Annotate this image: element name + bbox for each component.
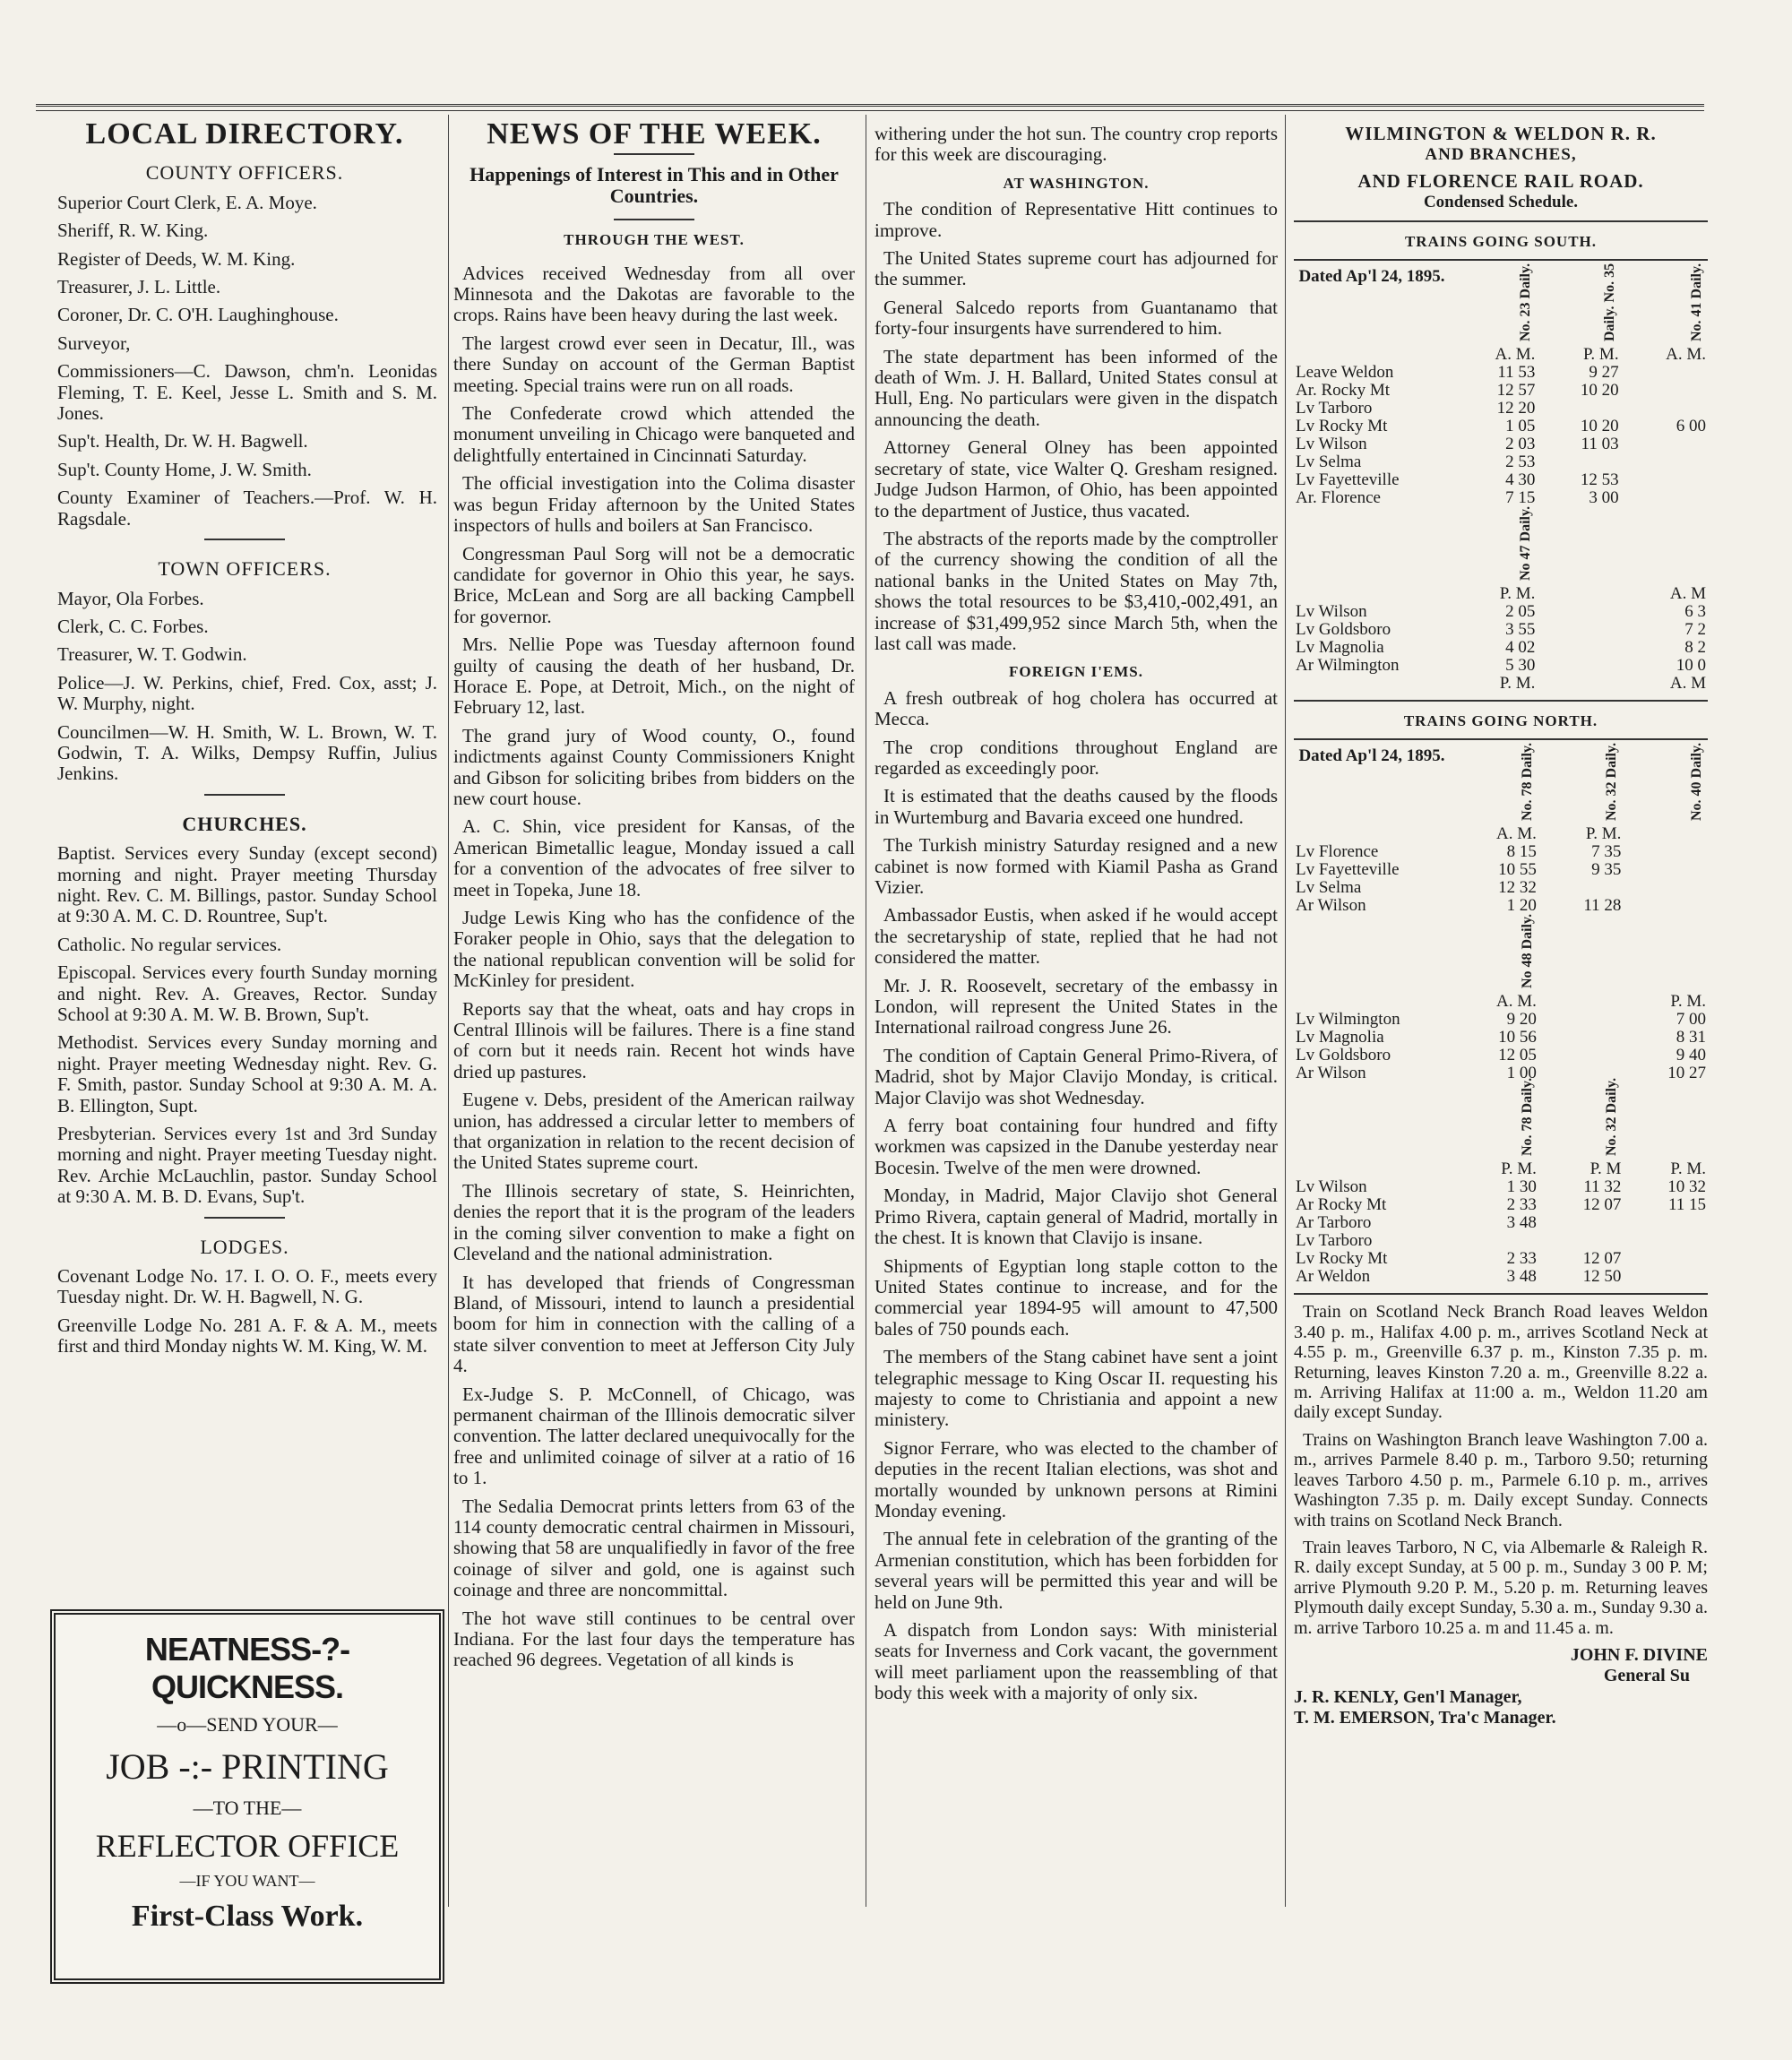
station-cell: Lv Rocky Mt	[1296, 1249, 1388, 1269]
time-cell: P. M.	[1499, 674, 1536, 694]
time-cell: 4 02	[1505, 638, 1536, 658]
news-paragraphs	[453, 263, 855, 1671]
news-paragraph: The annual fete in celebration of the granting of the Armenian constitution, which has been forbidden for several years will be permitted this year and will be held on June 9th.	[874, 1528, 1278, 1613]
news-of-the-week-column	[453, 117, 855, 1678]
time-cell: 11 32	[1583, 1177, 1622, 1197]
timetable-row	[1294, 435, 1708, 453]
news-paragraph: Ex-Judge S. P. McConnell, of Chicago, was permanent chairman of the Illinois democratic silver convention. The latter declared unequivocally for the free and unlimited coinage of silver at a ratio of 16 to 1.	[453, 1383, 855, 1489]
time-cell: A. M.	[1495, 992, 1537, 1012]
station-cell: Lv Wilson	[1296, 435, 1367, 454]
news-paragraph: Monday, in Madrid, Major Clavijo shot General Primo Rivera, captain general of Madrid, mortally in the chest. It is known that Clavijo is insane.	[874, 1185, 1278, 1249]
news-paragraph: The Illinois secretary of state, S. Heinrichten, denies the report that it is the program of the leaders in the coming silver convention to make a fight on Cleveland and the national administration.	[453, 1179, 855, 1265]
divider	[614, 219, 694, 220]
news-paragraph: The condition of Captain General Primo-Rivera, of Madrid, shot by Major Clavijo Monday, is critical. Major Clavijo was shot Wednesday.	[874, 1044, 1278, 1108]
time-cell	[1623, 825, 1708, 843]
divider	[204, 539, 285, 540]
dated-label: Dated Ap'l 24, 1895.	[1298, 267, 1445, 287]
time-cell	[1623, 897, 1708, 915]
news-paragraph: It is estimated that the deaths caused by the floods in Wurtemburg and Bavaria exceed one hundred.	[874, 785, 1278, 828]
time-cell	[1621, 435, 1708, 453]
time-cell: 10 20	[1580, 381, 1619, 401]
station-cell	[1294, 1160, 1450, 1178]
timetable-row	[1294, 1064, 1708, 1082]
signature: J. R. KENLY, Gen'l Manager,	[1294, 1686, 1522, 1707]
station-cell	[1294, 346, 1450, 364]
time-cell	[1538, 1011, 1624, 1029]
train-notes	[1294, 1302, 1708, 1638]
timetable-row	[1294, 382, 1708, 400]
divider	[1294, 220, 1708, 222]
directory-entry: Councilmen—W. H. Smith, W. L. Brown, W. T. Godwin, T. A. Wilks, Dempsy Ruffin, Julius Jenkins.	[57, 720, 437, 785]
column-rule	[1285, 115, 1286, 1907]
time-cell: P. M.	[1501, 1159, 1537, 1179]
station-cell	[1294, 585, 1450, 603]
station-cell: Lv Selma	[1296, 878, 1362, 898]
time-cell	[1537, 453, 1620, 471]
timetable-row	[1294, 621, 1708, 639]
timetable-row	[1294, 993, 1708, 1011]
train-column-label: No. 41 Daily.	[1689, 263, 1704, 342]
ad-line: —IF YOU WANT—	[179, 1872, 315, 1890]
time-cell	[1537, 639, 1620, 657]
time-cell	[1623, 843, 1708, 861]
timetable-row	[1294, 1178, 1708, 1196]
church-entry: Presbyterian. Services every 1st and 3rd Sunday morning and night. Prayer meeting Tuesday night. Rev. Archie McLauchlin, pastor. Sunday School at 9:30 A. M. B. D. Evans, Sup't.	[57, 1123, 437, 1208]
time-cell: P. M.	[1499, 584, 1536, 604]
time-cell: 12 53	[1580, 470, 1619, 490]
railroad-schedule-column	[1294, 124, 1708, 1729]
local-directory-heading: LOCAL DIRECTORY.	[85, 117, 404, 151]
news-paragraph: General Salcedo reports from Guantanamo that forty-four insurgents have surrendered to him.	[874, 296, 1278, 340]
time-cell: 9 27	[1589, 363, 1619, 383]
time-cell	[1621, 489, 1708, 507]
directory-entry: Superior Court Clerk, E. A. Moye.	[57, 191, 317, 213]
time-cell: A. M.	[1495, 345, 1536, 365]
timetable-row	[1294, 364, 1708, 382]
time-cell: P. M.	[1585, 824, 1622, 844]
time-cell: 11 03	[1581, 435, 1619, 454]
time-cell: 7 35	[1591, 842, 1622, 862]
news-paragraph: It has developed that friends of Congressman Bland, of Missouri, intend to launch a presidential boom for him in connection with the calling of a state silver convention to meet at Jefferson City July 4.	[453, 1271, 855, 1377]
railroad-title: AND FLORENCE RAIL ROAD.	[1357, 169, 1644, 192]
train-column-label: No. 78 Daily.	[1519, 1078, 1535, 1157]
station-cell: Lv Goldsboro	[1296, 620, 1391, 640]
station-cell: Lv Wilmington	[1296, 1010, 1400, 1030]
schedule-subtitle: Condensed Schedule.	[1423, 193, 1579, 212]
news-paragraph: The Sedalia Democrat prints letters from 63 of the 114 county democratic central chairmen in Missouri, showing that 58 are unqualifiedly in favor of the free coinage of silver and gold, one is against such coinage and three are noncommittal.	[453, 1495, 855, 1601]
time-cell: 12 20	[1496, 399, 1536, 418]
divider	[1294, 259, 1708, 261]
news-subhead: Happenings of Interest in This and in Other Countries.	[470, 163, 839, 207]
time-cell: A. M	[1669, 584, 1706, 604]
time-cell	[1538, 1029, 1624, 1047]
station-cell: Ar Wilson	[1296, 1064, 1366, 1083]
station-cell: Ar Tarboro	[1296, 1213, 1372, 1233]
news-paragraph: Judge Lewis King who has the confidence of the Foraker people in Ohio, says that the delegation to the national republican convention will be solid for McKinley for president.	[453, 907, 855, 992]
station-cell	[1294, 675, 1450, 693]
section-heading: THROUGH THE WEST.	[564, 231, 745, 249]
time-cell	[1538, 879, 1624, 897]
north-timetable	[1294, 743, 1708, 1287]
county-officers-list	[52, 193, 437, 530]
station-cell: Ar Weldon	[1296, 1267, 1371, 1287]
time-cell: A. M.	[1495, 824, 1537, 844]
timetable-row	[1294, 1029, 1708, 1047]
station-cell: Lv Fayetteville	[1296, 860, 1400, 880]
news-paragraph: withering under the hot sun. The country crop reports for this week are discouraging.	[874, 123, 1278, 166]
directory-entry: Register of Deeds, W. M. King.	[57, 247, 296, 270]
divider	[204, 794, 285, 796]
divider	[1294, 1293, 1708, 1295]
lodge-entry: Covenant Lodge No. 17. I. O. O. F., meets every Tuesday night. Dr. W. H. Bagwell, N. G.	[57, 1265, 437, 1308]
timetable-row	[1294, 489, 1708, 507]
time-cell: 1 20	[1506, 896, 1537, 916]
time-cell: 9 20	[1506, 1010, 1537, 1030]
time-cell: 7 2	[1684, 620, 1706, 640]
time-cell	[1450, 1232, 1538, 1250]
time-cell	[1537, 621, 1620, 639]
time-cell: 8 2	[1684, 638, 1706, 658]
directory-entry: Sup't. County Home, J. W. Smith.	[57, 458, 312, 480]
time-cell	[1537, 657, 1620, 675]
news-paragraph: A. C. Shin, vice president for Kansas, of the American Bimetallic league, Monday issued a call for a convention of the advocates of free silver to meet in Topeka, June 18.	[453, 815, 855, 901]
church-entry: Baptist. Services every Sunday (except second) morning and night. Prayer meeting Thursday night. Rev. C. M. Billings, pastor. Sunday School at 9:30 A. M. C. D. Rountree, Sup't.	[57, 842, 437, 927]
time-cell	[1623, 1250, 1708, 1268]
directory-entry: Clerk, C. C. Forbes.	[57, 615, 209, 637]
timetable-row	[1294, 1232, 1708, 1250]
station-cell: Lv Fayetteville	[1296, 470, 1400, 490]
news-paragraph: The United States supreme court has adjourned for the summer.	[874, 247, 1278, 290]
time-cell	[1537, 675, 1620, 693]
signature: JOHN F. DIVINE	[1570, 1644, 1708, 1665]
lodges-heading: LODGES.	[200, 1235, 289, 1258]
time-cell: 12 50	[1582, 1267, 1622, 1287]
time-cell	[1537, 400, 1620, 418]
news-paragraph: Advices received Wednesday from all over Minnesota and the Dakotas are favorable to the crops. Rains have been heavy during the last week.	[453, 262, 855, 326]
news-heading: NEWS OF THE WEEK.	[487, 117, 822, 151]
station-cell: Ar. Florence	[1296, 488, 1381, 508]
timetable-row	[1294, 400, 1708, 418]
time-cell: 12 05	[1498, 1046, 1537, 1065]
train-note: Trains on Washington Branch leave Washington 7.00 a. m., arrives Parmele 8.40 p. m., Tarboro 9.50; returning leaves Tarboro 4.50 p. m., Parmele 6.10 p. m., arrives Washington 7.35 p. m. Daily except Sunday. Connects with trains on Scotland Neck Branch.	[1294, 1429, 1708, 1530]
directory-entry: County Examiner of Teachers.—Prof. W. H. Ragsdale.	[57, 487, 437, 530]
news-paragraph: Shipments of Egyptian long staple cotton to the United States continue to increase, and for the commercial year 1894-95 will amount to 47,500 bales of 750 pounds each.	[874, 1254, 1278, 1340]
time-cell	[1623, 1232, 1708, 1250]
town-officers-list	[52, 589, 437, 785]
time-cell: 10 56	[1498, 1028, 1537, 1047]
timetable-row	[1294, 603, 1708, 621]
news-paragraph: The condition of Representative Hitt continues to improve.	[874, 198, 1278, 241]
time-cell: A. M.	[1666, 345, 1706, 365]
time-cell: 11 28	[1583, 896, 1622, 916]
south-timetable	[1294, 263, 1708, 694]
time-cell: 3 55	[1505, 620, 1536, 640]
train-column-label: No. 32 Daily.	[1604, 743, 1620, 822]
timetable-row	[1294, 346, 1708, 364]
lodges-list	[52, 1266, 437, 1358]
news-paragraph: The hot wave still continues to be central over Indiana. For the last four days the temperature has reached 96 degrees. Vegetation of all kinds is	[453, 1607, 855, 1671]
station-cell	[1294, 993, 1450, 1011]
time-cell: 10 32	[1667, 1177, 1706, 1197]
church-entry: Methodist. Services every Sunday morning and night. Prayer meeting Wednesday night. Rev. G. F. Smith, pastor. Sunday School at 9:30 A. M. A. B. Ellington, Supt.	[57, 1031, 437, 1116]
time-cell: 1 05	[1505, 417, 1536, 436]
directory-entry: Police—J. W. Perkins, chief, Fred. Cox, asst; J. W. Murphy, night.	[57, 671, 437, 715]
news-paragraph: The Turkish ministry Saturday resigned and a new cabinet is now formed with Kiamil Pasha as Grand Vizier.	[874, 834, 1278, 898]
timetable-row	[1294, 879, 1708, 897]
train-column-label: No 47 Daily.	[1518, 505, 1534, 582]
train-note: Train leaves Tarboro, N C, via Albemarle & Raleigh R. R. daily except Sunday, at 5 00 p. m., Sunday 3 00 P. M; arrive Plymouth 9.20 P. M., 5.20 p. m. Returning leaves Plymouth daily except Sunday, 5.30 a. m., Sunday 9.30 a. m. arrive Tarboro 10.25 a. m and 11.45 a. m.	[1294, 1537, 1708, 1638]
divider	[1294, 700, 1708, 702]
directory-entry: Commissioners—C. Dawson, chm'n. Leonidas Fleming, T. E. Keel, Jesse L. Smith and S. M. Jones.	[57, 360, 437, 425]
news-paragraph: Mr. J. R. Roosevelt, secretary of the embassy in London, will represent the United States in the International railroad congress June 26.	[874, 974, 1278, 1039]
directory-entry: Sheriff, R. W. King.	[57, 220, 209, 242]
time-cell: 10 27	[1667, 1064, 1706, 1083]
church-entry: Catholic. No regular services.	[57, 933, 282, 955]
time-cell: P. M.	[1670, 1159, 1706, 1179]
station-cell: Lv Magnolia	[1296, 638, 1384, 658]
time-cell: A. M	[1669, 674, 1706, 694]
news-paragraphs	[874, 688, 1278, 1704]
timetable-row	[1294, 1214, 1708, 1232]
time-cell: 2 33	[1506, 1195, 1537, 1215]
station-cell: Lv Wilson	[1296, 602, 1367, 622]
time-cell	[1623, 1214, 1708, 1232]
news-paragraph: The state department has been informed of the death of Wm. J. H. Ballard, United States consul at Hull, Eng. No particulars were given in the dispatch announcing the death.	[874, 345, 1278, 430]
station-cell: Lv Tarboro	[1296, 1231, 1373, 1251]
time-cell: 2 33	[1506, 1249, 1537, 1269]
station-cell: Ar Wilmington	[1296, 656, 1400, 676]
station-cell: Lv Rocky Mt	[1296, 417, 1388, 436]
timetable-row	[1294, 1250, 1708, 1268]
time-cell: 11 15	[1667, 1195, 1706, 1215]
timetable-row	[1294, 471, 1708, 489]
divider	[614, 153, 694, 155]
time-cell: 5 30	[1505, 656, 1536, 676]
local-directory-column	[52, 117, 437, 1365]
time-cell: 7 15	[1505, 488, 1536, 508]
time-cell: 10 20	[1580, 417, 1619, 436]
timetable-row	[1294, 1160, 1708, 1178]
news-paragraph: Reports say that the wheat, oats and hay crops in Central Illinois will be failures. There is a fine stand of corn but it needs rain. Recent hot winds have dried up pastures.	[453, 997, 855, 1082]
signature: T. M. EMERSON, Tra'c Manager.	[1294, 1708, 1556, 1728]
train-column-label: No. 23 Daily.	[1518, 263, 1534, 342]
news-paragraph: The largest crowd ever seen in Decatur, Ill., was there Sunday on account of the German Baptist meeting. Special trains were run on all roads.	[453, 332, 855, 396]
printing-advertisement	[50, 1609, 444, 1984]
station-cell: Lv Florence	[1296, 842, 1379, 862]
directory-entry: Sup't. Health, Dr. W. H. Bagwell.	[57, 430, 308, 453]
news-paragraph: Ambassador Eustis, when asked if he would accept the secretaryship of state, replied that he had not considered the matter.	[874, 904, 1278, 969]
news-paragraph: A fresh outbreak of hog cholera has occurred at Mecca.	[874, 686, 1278, 730]
churches-list	[52, 843, 437, 1208]
church-entry: Episcopal. Services every fourth Sunday morning and night. Rev. A. Greaves, Rector. Sunday School at 9:30 A. M. W. B. Brown, Sup't.	[57, 961, 437, 1025]
timetable-row	[1294, 657, 1708, 675]
dated-label: Dated Ap'l 24, 1895.	[1298, 746, 1445, 766]
train-column-label: No. 40 Daily.	[1689, 743, 1704, 822]
time-cell: 3 48	[1506, 1267, 1537, 1287]
station-cell	[1294, 825, 1450, 843]
ad-line: —TO THE—	[193, 1797, 302, 1819]
station-cell: Lv Magnolia	[1296, 1028, 1384, 1047]
time-cell	[1623, 861, 1708, 879]
time-cell: 8 31	[1676, 1028, 1706, 1047]
divider	[204, 1217, 285, 1219]
ad-line: —o—SEND YOUR—	[157, 1713, 338, 1736]
station-cell: Lv Wilson	[1296, 1177, 1367, 1197]
time-cell	[1621, 382, 1708, 400]
time-cell: 9 40	[1676, 1046, 1706, 1065]
time-cell	[1621, 364, 1708, 382]
station-cell: Lv Goldsboro	[1296, 1046, 1391, 1065]
news-paragraph: Congressman Paul Sorg will not be a democratic candidate for governor in Ohio this year, he says. Brice, McLean and Sorg are all backing Campbell for governor.	[453, 542, 855, 627]
news-paragraph: A dispatch from London says: With ministerial seats for Inverness and Cork vacant, the government will meet parliament upon the reassembling of that body this week with a majority of only six.	[874, 1619, 1278, 1704]
news-paragraph: Attorney General Olney has been appointed secretary of state, vice Walter Q. Gresham resigned. Judge Judson Harmon, of Ohio, has been appointed to the department of Justice, thus vacated.	[874, 436, 1278, 521]
station-cell: Lv Tarboro	[1296, 399, 1373, 418]
time-cell: 10 55	[1498, 860, 1537, 880]
train-column-label: No. 32 Daily.	[1604, 1078, 1620, 1157]
timetable-row	[1294, 1196, 1708, 1214]
timetable-row	[1294, 585, 1708, 603]
timetable-row	[1294, 825, 1708, 843]
time-cell: 9 35	[1591, 860, 1622, 880]
news-paragraph: A ferry boat containing four hundred and fifty workmen was capsized in the Danube yesterday near Bocesin. Twelve of the men were drowned.	[874, 1115, 1278, 1178]
timetable-row	[1294, 418, 1708, 435]
time-cell	[1623, 879, 1708, 897]
time-cell: 6 3	[1684, 602, 1706, 622]
time-cell: 12 07	[1582, 1195, 1622, 1215]
time-cell: 2 03	[1505, 435, 1536, 454]
news-paragraph: The abstracts of the reports made by the comptroller of the currency showing the condition of all the national banks in the United States on May 7th, shows the total resources to be $3,410,-002,491, an increase of $31,499,952 since March 5th, when the last call was made.	[874, 527, 1278, 654]
station-cell: Lv Selma	[1296, 453, 1362, 472]
timetable-row	[1294, 675, 1708, 693]
section-heading: FOREIGN I'EMS.	[1008, 663, 1144, 681]
time-cell: 1 30	[1506, 1177, 1537, 1197]
signature: General Su	[1603, 1666, 1690, 1686]
time-cell: 12 32	[1498, 878, 1537, 898]
railroad-title: AND BRANCHES,	[1425, 145, 1577, 165]
time-cell: 3 00	[1589, 488, 1619, 508]
time-cell	[1623, 1268, 1708, 1286]
directory-entry: Coroner, Dr. C. O'H. Laughinghouse.	[57, 304, 339, 326]
news-continued-column	[874, 124, 1278, 1711]
news-paragraph: The official investigation into the Colima disaster was begun Friday afternoon by the United States inspectors of hulls and boilers at San Francisco.	[453, 472, 855, 537]
time-cell: 12 57	[1496, 381, 1536, 401]
timetable-row	[1294, 843, 1708, 861]
ad-line: NEATNESS-?-QUICKNESS.	[144, 1631, 350, 1705]
time-cell: 1 00	[1506, 1064, 1537, 1083]
time-cell: 2 05	[1505, 602, 1536, 622]
ad-line: REFLECTOR OFFICE	[95, 1828, 400, 1864]
column-rule	[448, 115, 449, 1907]
station-cell: Ar. Rocky Mt	[1296, 381, 1391, 401]
ad-line: First-Class Work.	[131, 1900, 364, 1933]
time-cell: P. M.	[1670, 992, 1706, 1012]
time-cell	[1538, 1214, 1624, 1232]
news-paragraph: The crop conditions throughout England are regarded as exceedingly poor.	[874, 736, 1278, 779]
top-rule	[36, 104, 1704, 111]
news-paragraph: The members of the Stang cabinet have sent a joint telegraphic message to King Oscar II. requesting his majesty to come to Christiania and appoint a new ministery.	[874, 1346, 1278, 1431]
time-cell: P. M	[1590, 1159, 1622, 1179]
train-column-label: Daily. No. 35	[1601, 263, 1617, 342]
time-cell	[1621, 471, 1708, 489]
time-cell: 2 53	[1505, 453, 1536, 472]
train-column-label: No 48 Daily.	[1519, 914, 1535, 989]
news-paragraph: Signor Ferrare, who was elected to the chamber of deputies in the recent Italian elections, was shot and mortally wounded by unknown persons at Rimini Monday evening.	[874, 1436, 1278, 1521]
time-cell	[1538, 1047, 1624, 1064]
station-cell: Ar Wilson	[1296, 896, 1366, 916]
time-cell	[1621, 453, 1708, 471]
time-cell: 4 30	[1505, 470, 1536, 490]
timetable-row	[1294, 897, 1708, 915]
time-cell: 6 00	[1676, 417, 1706, 436]
railroad-title: WILMINGTON & WELDON R. R.	[1345, 123, 1657, 144]
time-cell	[1621, 400, 1708, 418]
timetable-row	[1294, 1047, 1708, 1064]
timetable-row	[1294, 453, 1708, 471]
station-cell: Ar Rocky Mt	[1296, 1195, 1387, 1215]
time-cell	[1538, 993, 1624, 1011]
directory-entry: Surveyor,	[57, 332, 131, 354]
time-cell: 10 0	[1676, 656, 1706, 676]
time-cell: 8 15	[1506, 842, 1537, 862]
timetable-row	[1294, 1268, 1708, 1286]
news-paragraph: Eugene v. Debs, president of the American railway union, has addressed a circular letter to members of that organization in relation to the recent decision of the United States supreme court.	[453, 1089, 855, 1174]
time-cell	[1538, 1232, 1624, 1250]
train-column-label: No. 78 Daily.	[1519, 743, 1535, 822]
section-heading: AT WASHINGTON.	[1003, 174, 1150, 192]
news-paragraphs	[874, 199, 1278, 654]
directory-entry: Treasurer, J. L. Little.	[57, 276, 221, 298]
lodge-entry: Greenville Lodge No. 281 A. F. & A. M., meets first and third Monday nights W. M. King, W. M.	[57, 1314, 437, 1358]
directory-entry: Treasurer, W. T. Godwin.	[57, 643, 247, 666]
news-paragraph: Mrs. Nellie Pope was Tuesday afternoon found guilty of causing the death of her husband, Dr. Horace E. Pope, at Detroit, Mich., on the night of February 12, last.	[453, 634, 855, 719]
news-paragraph: The Confederate crowd which attended the monument unveiling in Chicago were banqueted and delightfully entertained in Cincinnati Saturday.	[453, 402, 855, 466]
station-cell: Leave Weldon	[1296, 363, 1394, 383]
trains-south-heading: TRAINS GOING SOUTH.	[1404, 232, 1598, 250]
time-cell	[1537, 603, 1620, 621]
time-cell	[1537, 585, 1620, 603]
time-cell: P. M.	[1582, 345, 1619, 365]
time-cell: 12 07	[1582, 1249, 1622, 1269]
trains-north-heading: TRAINS GOING NORTH.	[1403, 712, 1598, 730]
train-note: Train on Scotland Neck Branch Road leaves Weldon 3.40 p. m., Halifax 4.00 p. m., arrives Scotland Neck at 4.55 p. m., Greenville 6.37 p. m., Kinston 7.35 p. m. Returning, leaves Kinston 7.20 a. m., Greenville 8.22 a. m. Arriving Halifax at 11:00 a. m., Weldon 11.20 am daily except Sunday.	[1294, 1302, 1708, 1423]
time-cell: 7 00	[1676, 1010, 1706, 1030]
time-cell: 3 48	[1506, 1213, 1537, 1233]
timetable-row	[1294, 1011, 1708, 1029]
town-officers-heading: TOWN OFFICERS.	[158, 557, 332, 581]
time-cell: 11 53	[1497, 363, 1536, 383]
directory-entry: Mayor, Ola Forbes.	[57, 587, 204, 609]
timetable-row	[1294, 639, 1708, 657]
county-officers-heading: COUNTY OFFICERS.	[145, 161, 344, 185]
divider	[1294, 738, 1708, 740]
timetable-row	[1294, 861, 1708, 879]
churches-heading: CHURCHES.	[182, 812, 307, 835]
ad-line: JOB -:- PRINTING	[106, 1746, 389, 1787]
news-paragraph: The grand jury of Wood county, O., found indictments against County Commissioners Knight and Gibson for soliciting bribes from bidders on the new court house.	[453, 724, 855, 809]
